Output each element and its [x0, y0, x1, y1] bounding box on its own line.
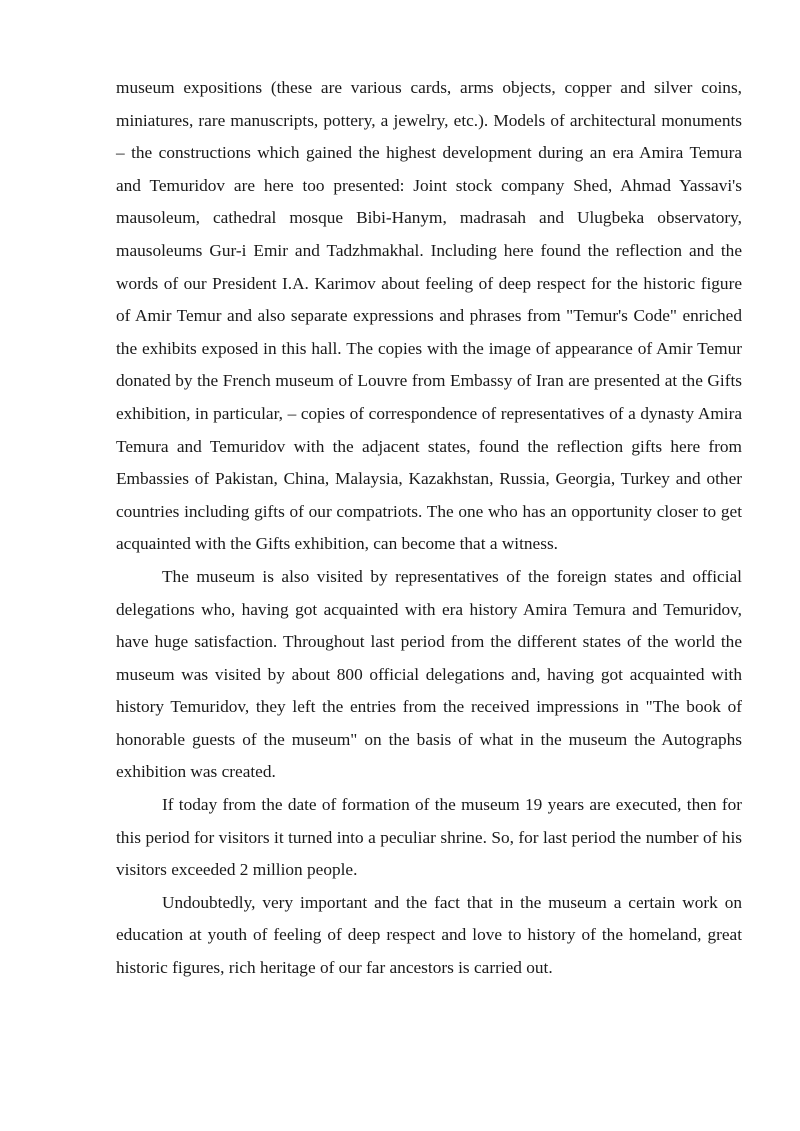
paragraph-visitors: If today from the date of formation of the museum 19 years are executed, then for this period for visitors it turned into a peculiar shrine. So, for last period the number of his visitors exceeded 2 million people.	[116, 795, 742, 880]
paragraph-continued: museum expositions (these are various cards, arms objects, copper and silver coins, miniatures, rare manuscripts, pottery, a jewelry, etc.). Models of architectural monuments – the constructions which gained the highest development during an era Amira Temura and Temuridov are here too presented: Joint stock company Shed, Ahmad Yassavi's mausoleum, cathedral mosque Bibi-Hanym, madrasah and Ulugbeka observatory, mausoleums Gur-i Emir and Tadzhmakhal. Including here found the reflection and the words of our President I.A. Karimov about feeling of deep respect for the historic figure of Amir Temur and also separate expressions and phrases from "Temur's Code" enriched the exhibits exposed in this hall. The copies with the image of appearance of Amir Temur donated by the French museum of Louvre from Embassy of Iran are presented at the Gifts exhibition, in particular, – copies of correspondence of representatives of a dynasty Amira Temura and Temuridov with the adjacent states, found the reflection gifts here from Embassies of Pakistan, China, Malaysia, Kazakhstan, Russia, Georgia, Turkey and other countries including gifts of our compatriots. The one who has an opportunity closer to get acquainted with the Gifts exhibition, can become that a witness.	[116, 78, 742, 554]
paragraph-delegations: The museum is also visited by representatives of the foreign states and official delegations who, having got acquainted with era history Amira Temura and Temuridov, have huge satisfaction. Throughout last period from the different states of the world the museum was visited by about 800 official delegations and, having got acquainted with history Temuridov, they left the entries from the received impressions in "The book of honorable guests of the museum" on the basis of what in the museum the Autographs exhibition was created.	[116, 566, 742, 782]
paragraph-education: Undoubtedly, very important and the fact that in the museum a certain work on education at youth of feeling of deep respect and love to history of the homeland, great historic figures, rich heritage of our far ancestors is carried out.	[116, 892, 742, 978]
body-text	[116, 72, 742, 985]
